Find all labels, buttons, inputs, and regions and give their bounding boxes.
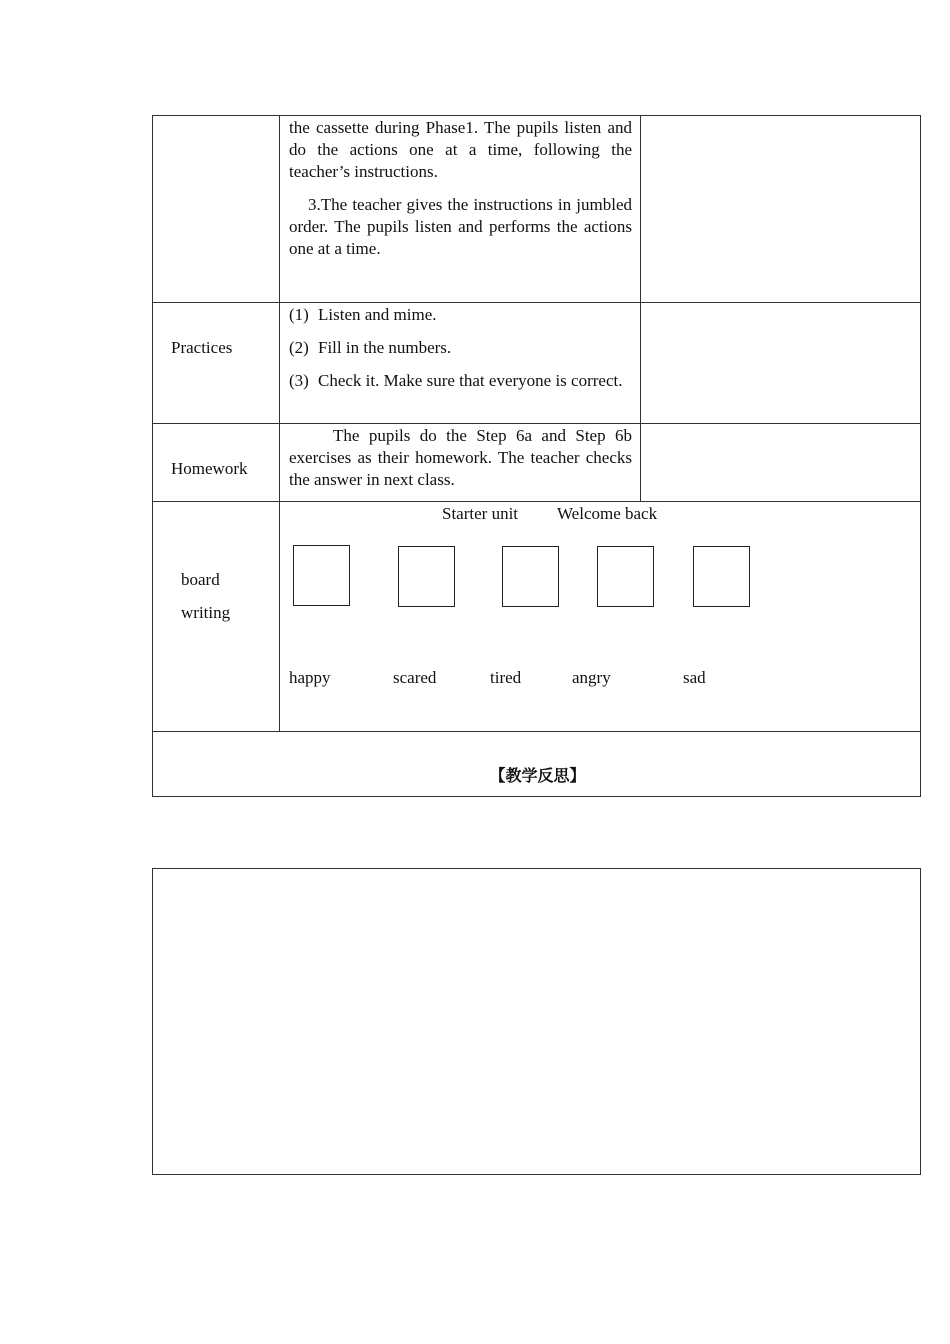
emotion-word: happy [289,668,331,687]
picture-box [398,546,455,607]
unit-title: Starter unit [442,504,519,523]
picture-box [502,546,559,607]
step-paragraph-1: the cassette during Phase1. The pupils listen and do the actions one at a time, following the teacher’s instructions. [289,118,632,181]
row-divider [152,423,921,424]
emotion-word: scared [393,668,437,687]
picture-box [693,546,750,607]
emotion-word: angry [572,668,611,687]
table-border-bottom [152,796,921,797]
practice-item: Listen and mime. [318,305,437,324]
board-writing-label: board [181,570,220,589]
practice-item: Fill in the numbers. [318,338,452,357]
homework-label: Homework [171,459,248,478]
row-divider [152,302,921,303]
practice-item: Check it. Make sure that everyone is correct. [318,371,623,390]
practice-number: (2) [289,338,309,357]
homework-text: The pupils do the Step 6a and Step 6b exercises as their homework. The teacher checks the answer in next class. [289,426,632,489]
step-paragraph-2: 3.The teacher gives the instructions in jumbled order. The pupils listen and performs the actions one at a time. [289,195,632,258]
picture-box [293,545,350,606]
emotion-word: sad [683,668,706,687]
table-border-top [152,115,921,116]
practice-number: (3) [289,371,309,390]
row-divider [152,501,921,502]
table-border-right [920,115,921,797]
row-divider [152,731,921,732]
reflection-box [152,868,921,1175]
column-divider [640,115,641,502]
table-border-left [152,115,153,797]
column-divider [279,115,280,732]
picture-box [597,546,654,607]
reflection-heading: 【教学反思】 [489,766,586,785]
practices-label: Practices [171,338,233,357]
board-writing-label: writing [181,603,231,622]
unit-subtitle: Welcome back [557,504,658,523]
practice-number: (1) [289,305,309,324]
emotion-word: tired [490,668,522,687]
